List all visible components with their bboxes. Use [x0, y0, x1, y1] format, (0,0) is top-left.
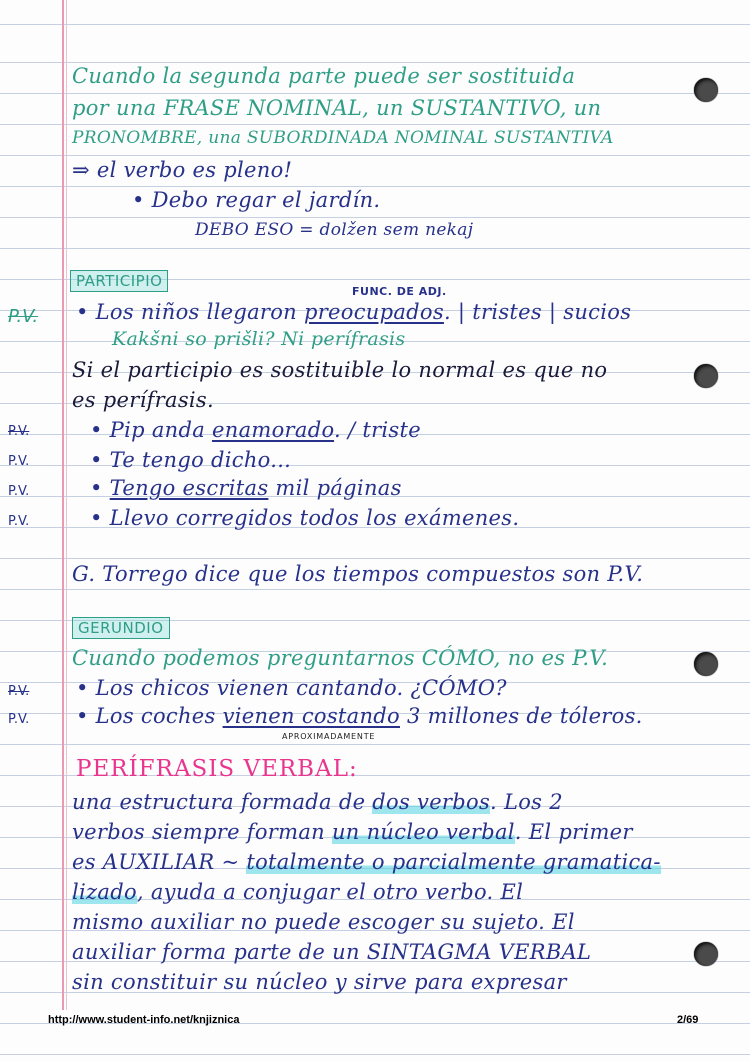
ex1-text: • Los niños llegaron	[76, 300, 304, 324]
perifrasis-line-2	[72, 820, 633, 844]
pl3-a: es AUXILIAR ~	[72, 850, 247, 874]
pl2-c: . El primer	[514, 820, 633, 844]
footer-page-number: 2/69	[677, 1014, 699, 1026]
ex4-rest: mil páginas	[268, 476, 402, 500]
torrego-note: G. Torrego dice que los tiempos compuestos son P.V.	[72, 562, 644, 586]
pv-mark-3: P.V.	[8, 484, 30, 499]
pv-mark-2: P.V.	[8, 454, 30, 469]
pv-mark-participio: P.V.	[8, 306, 39, 327]
perifrasis-line-1	[72, 790, 563, 814]
participio-heading: PARTICIPIO	[70, 270, 168, 292]
pl3-highlight: totalmente o parcialmente gramatica-	[246, 850, 661, 874]
participio-rule-2: es perífrasis.	[72, 388, 214, 412]
p1-example: • Debo regar el jardín.	[132, 188, 381, 212]
pl2-a: verbos siempre forman	[72, 820, 332, 844]
p1-line-1: Cuando la segunda parte puede ser sostituida	[72, 64, 576, 88]
ex4-bullet: •	[90, 476, 110, 500]
pl1-a: una estructura formada de	[72, 790, 373, 814]
participio-question: Kakšni so prišli? Ni perífrasis	[112, 328, 406, 350]
pl4-highlight: lizado	[72, 880, 137, 904]
gex2-text: • Los coches	[76, 704, 223, 728]
pv-mark-1: P.V.	[8, 424, 30, 439]
margin-line-inner	[66, 0, 67, 1010]
gex2-underlined: vienen costando	[222, 704, 400, 728]
pl2-highlight: un núcleo verbal	[331, 820, 515, 844]
perifrasis-title: PERÍFRASIS VERBAL:	[76, 756, 358, 782]
pl1-highlight: dos verbos	[372, 790, 491, 814]
footer-url[interactable]: http://www.student-info.net/knjiznica	[48, 1014, 240, 1026]
ex2-rest: . / triste	[334, 418, 421, 442]
perifrasis-line-3	[72, 850, 661, 874]
perifrasis-line-6: auxiliar forma parte de un SINTAGMA VERBAL	[72, 940, 592, 964]
participio-example-1	[76, 300, 631, 324]
binder-hole-1	[694, 78, 718, 102]
participio-example-5: • Llevo corregidos todos los exámenes.	[90, 506, 520, 530]
binder-hole-3	[694, 652, 718, 676]
ex1-alternatives: . | tristes | sucios	[443, 300, 632, 324]
gerundio-pv-mark-1: P.V.	[8, 684, 30, 699]
gerundio-example-2	[76, 704, 643, 728]
p1-translation: DEBO ESO = dolžen sem nekaj	[195, 220, 474, 240]
binder-hole-4	[694, 942, 718, 966]
p1-line-4	[72, 158, 292, 182]
perifrasis-line-7: sin constituir su núcleo y sirve para expresar	[72, 970, 567, 994]
aproximadamente-label: APROXIMADAMENTE	[282, 732, 376, 741]
participio-rule-1: Si el participio es sostituible lo normal es que no	[72, 358, 608, 382]
gerundio-intro: Cuando podemos preguntarnos CÓMO, no es P.V.	[72, 646, 609, 670]
perifrasis-line-5: mismo auxiliar no puede escoger su sujeto. El	[72, 910, 575, 934]
pleno-text: el verbo es pleno!	[96, 158, 293, 182]
binder-hole-2	[694, 364, 718, 388]
ex1-underlined: preocupados	[303, 300, 444, 324]
gerundio-heading: GERUNDIO	[72, 617, 170, 639]
func-adj-label: FUNC. DE ADJ.	[352, 285, 447, 298]
participio-example-4	[90, 476, 402, 500]
gerundio-example-1: • Los chicos vienen cantando. ¿CÓMO?	[76, 676, 507, 700]
ex2-text: • Pip anda	[90, 418, 213, 442]
participio-example-2	[90, 418, 421, 442]
pv-mark-4: P.V.	[8, 514, 30, 529]
p1-line-2: por una FRASE NOMINAL, un SUSTANTIVO, un	[72, 96, 602, 120]
perifrasis-line-4	[72, 880, 523, 904]
arrow-icon: ⇒	[72, 158, 90, 182]
ex4-underlined: Tengo escritas	[109, 476, 269, 500]
p1-line-3: PRONOMBRE, una SUBORDINADA NOMINAL SUSTANTIVA	[72, 128, 614, 148]
perifrasis-heading	[76, 756, 358, 782]
gex2-rest: 3 millones de tóleros.	[400, 704, 643, 728]
pl1-c: . Los 2	[490, 790, 563, 814]
participio-example-3: • Te tengo dicho...	[90, 448, 292, 472]
ex2-underlined: enamorado	[212, 418, 335, 442]
margin-line	[62, 0, 64, 1010]
gerundio-pv-mark-2: P.V.	[8, 712, 30, 727]
pl4-b: , ayuda a conjugar el otro verbo. El	[136, 880, 524, 904]
